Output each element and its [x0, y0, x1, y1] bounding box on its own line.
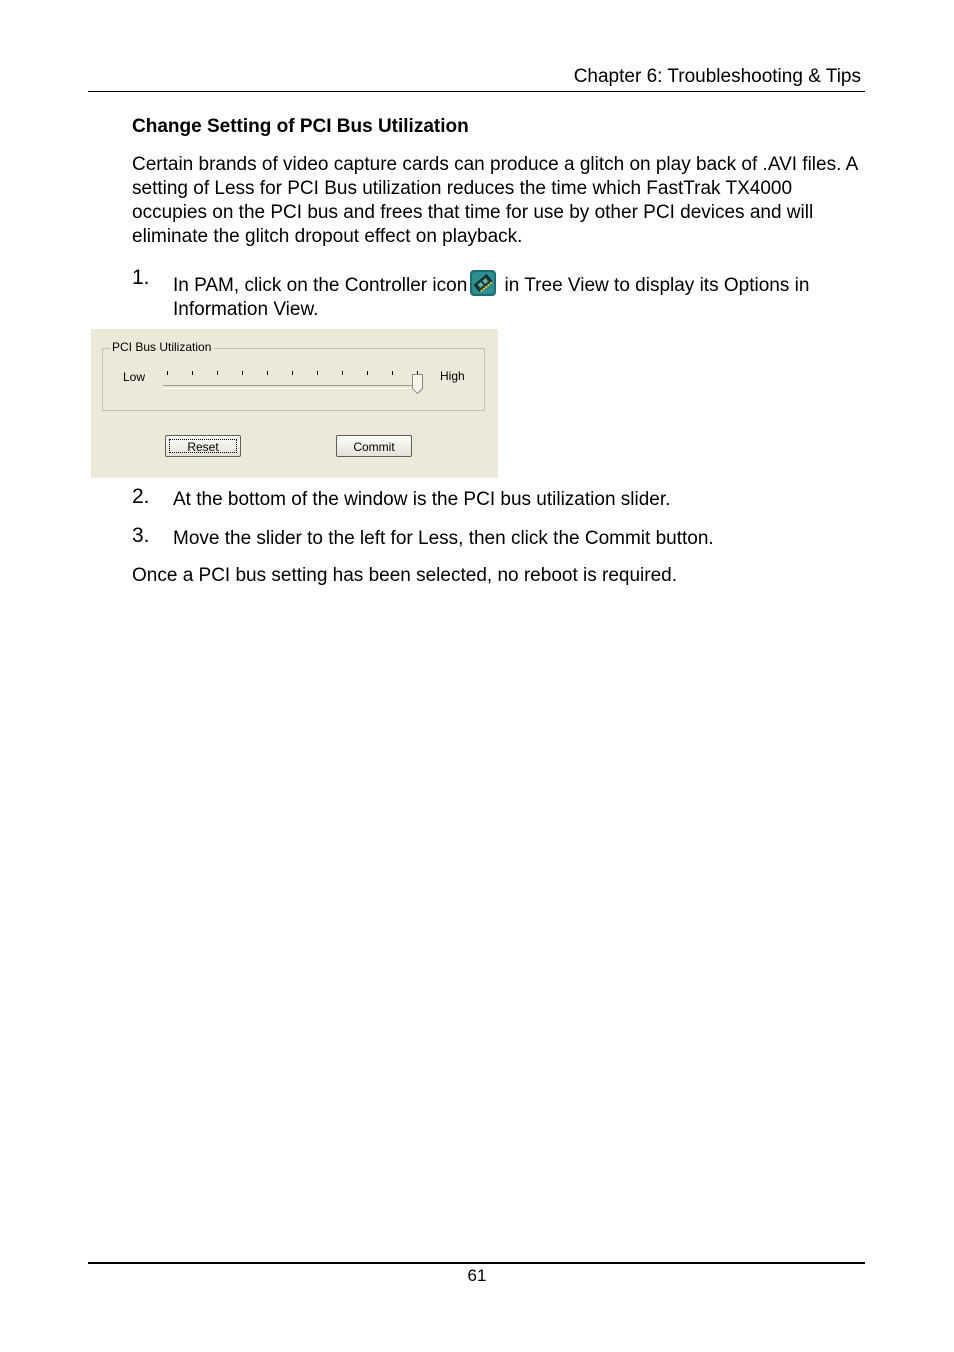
- group-label: PCI Bus Utilization: [112, 340, 212, 354]
- header-chapter-title: Chapter 6: Troubleshooting & Tips: [573, 66, 861, 87]
- slider-tick: [242, 371, 243, 375]
- slider-tick: [292, 371, 293, 375]
- slider-tick: [342, 371, 343, 375]
- reset-button-label: Reset: [187, 440, 219, 454]
- pci-bus-utilization-panel: [91, 329, 498, 478]
- step-1-text-before: In PAM, click on the Controller icon: [173, 275, 468, 296]
- high-label: High: [440, 369, 465, 383]
- slider-tick: [167, 371, 168, 375]
- slider-tick: [367, 371, 368, 375]
- header-rule: [88, 91, 865, 92]
- slider-tick: [392, 371, 393, 375]
- reset-focus-rect: [169, 439, 237, 453]
- slider-tick: [217, 371, 218, 375]
- pci-bus-utilization-group: [102, 340, 485, 411]
- closing-paragraph: Once a PCI bus setting has been selected, no reboot is required.: [132, 565, 677, 586]
- low-label: Low: [123, 370, 146, 384]
- section-heading: Change Setting of PCI Bus Utilization: [132, 116, 469, 137]
- reset-button[interactable]: [165, 435, 241, 457]
- slider-thumb[interactable]: [412, 374, 423, 394]
- step-3-number: 3.: [132, 524, 150, 547]
- slider-track[interactable]: [163, 385, 423, 389]
- controller-icon: [469, 269, 497, 297]
- slider-tick: [317, 371, 318, 375]
- slider-tick: [192, 371, 193, 375]
- step-2-number: 2.: [132, 485, 150, 508]
- step-1-number: 1.: [132, 266, 150, 289]
- footer-rule: [88, 1262, 865, 1264]
- slider-tick: [267, 371, 268, 375]
- step-1-text-after: in Tree View to display its Options in Information View.: [173, 275, 810, 320]
- step-2-text: At the bottom of the window is the PCI bus utilization slider.: [173, 489, 671, 510]
- intro-paragraph: Certain brands of video capture cards can produce a glitch on play back of .AVI files. A setting of Less for PCI Bus utilization reduces the time which FastTrak TX4000 occupies on the PCI bus and frees that time for use by other PCI devices and will eliminate the glitch dropout effect on playback.: [132, 154, 858, 247]
- step-3-text: Move the slider to the left for Less, then click the Commit button.: [173, 528, 714, 549]
- commit-button[interactable]: [336, 435, 412, 457]
- commit-button-label: Commit: [353, 440, 395, 454]
- page-number: 61: [467, 1266, 487, 1285]
- step-1-text: [173, 269, 867, 322]
